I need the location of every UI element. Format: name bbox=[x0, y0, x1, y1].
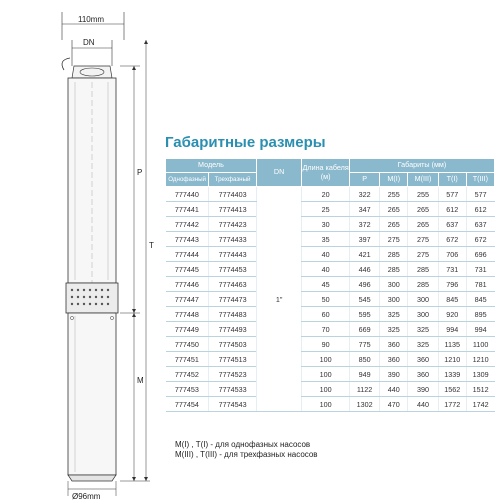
header-cable-length: Длина кабеля (м) bbox=[302, 159, 350, 187]
motor-base bbox=[68, 475, 116, 481]
header-m3: M(III) bbox=[408, 173, 438, 187]
cell-t3: 994 bbox=[466, 322, 494, 337]
table-row bbox=[166, 307, 495, 322]
header-m1: M(I) bbox=[380, 173, 408, 187]
table-body bbox=[166, 187, 495, 412]
cell-single: 777442 bbox=[166, 217, 209, 232]
width-label: 110mm bbox=[78, 15, 105, 24]
header-model: Модель bbox=[166, 159, 257, 173]
cell-p: 496 bbox=[349, 277, 379, 292]
cell-p: 372 bbox=[349, 217, 379, 232]
cell-p: 545 bbox=[349, 292, 379, 307]
cell-p: 1302 bbox=[349, 397, 379, 412]
table-row bbox=[166, 202, 495, 217]
cell-m1: 275 bbox=[380, 232, 408, 247]
cell-cable: 45 bbox=[302, 277, 350, 292]
intake-screen bbox=[66, 283, 118, 313]
cell-t3: 845 bbox=[466, 292, 494, 307]
cell-t3: 1309 bbox=[466, 367, 494, 382]
cell-m1: 285 bbox=[380, 247, 408, 262]
cell-cable: 25 bbox=[302, 202, 350, 217]
cell-cable: 40 bbox=[302, 247, 350, 262]
cell-three: 7774523 bbox=[209, 367, 257, 382]
cell-t1: 920 bbox=[438, 307, 466, 322]
cell-m1: 325 bbox=[380, 322, 408, 337]
table-row bbox=[166, 277, 495, 292]
cell-m1: 265 bbox=[380, 202, 408, 217]
table-row bbox=[166, 367, 495, 382]
table-row bbox=[166, 232, 495, 247]
t-label: T bbox=[149, 241, 154, 250]
cell-three: 7774473 bbox=[209, 292, 257, 307]
cell-m3: 265 bbox=[408, 202, 438, 217]
cell-p: 850 bbox=[349, 352, 379, 367]
cell-t1: 1210 bbox=[438, 352, 466, 367]
cell-m3: 300 bbox=[408, 292, 438, 307]
table-row bbox=[166, 262, 495, 277]
cell-t1: 994 bbox=[438, 322, 466, 337]
cell-m1: 440 bbox=[380, 382, 408, 397]
cell-three: 7774443 bbox=[209, 247, 257, 262]
cell-m1: 285 bbox=[380, 262, 408, 277]
pump-drawing bbox=[0, 0, 160, 500]
cell-single: 777445 bbox=[166, 262, 209, 277]
cell-cable: 50 bbox=[302, 292, 350, 307]
cell-three: 7774413 bbox=[209, 202, 257, 217]
header-t1: T(I) bbox=[438, 173, 466, 187]
header-dimensions: Габариты (мм) bbox=[349, 159, 494, 173]
cell-t3: 1210 bbox=[466, 352, 494, 367]
cell-t1: 1562 bbox=[438, 382, 466, 397]
cell-t3: 672 bbox=[466, 232, 494, 247]
cell-t3: 895 bbox=[466, 307, 494, 322]
cell-p: 1122 bbox=[349, 382, 379, 397]
cell-p: 595 bbox=[349, 307, 379, 322]
cell-cable: 100 bbox=[302, 397, 350, 412]
cell-t1: 1339 bbox=[438, 367, 466, 382]
cell-m1: 255 bbox=[380, 187, 408, 202]
cell-single: 777444 bbox=[166, 247, 209, 262]
cell-m3: 390 bbox=[408, 382, 438, 397]
table-row bbox=[166, 187, 495, 202]
header-single-phase: Однофазный bbox=[166, 173, 209, 187]
note-three-phase: M(III) , T(III) - для трехфазных насосов bbox=[175, 450, 318, 459]
cell-m3: 360 bbox=[408, 367, 438, 382]
cell-t3: 781 bbox=[466, 277, 494, 292]
cell-t3: 1742 bbox=[466, 397, 494, 412]
cell-three: 7774403 bbox=[209, 187, 257, 202]
cell-single: 777452 bbox=[166, 367, 209, 382]
table-row bbox=[166, 247, 495, 262]
legend-notes bbox=[175, 440, 318, 460]
cell-m3: 325 bbox=[408, 337, 438, 352]
p-label: P bbox=[137, 168, 143, 177]
dn-label: DN bbox=[83, 38, 95, 47]
cell-t1: 1772 bbox=[438, 397, 466, 412]
cell-m1: 300 bbox=[380, 292, 408, 307]
cell-single: 777448 bbox=[166, 307, 209, 322]
cell-m1: 300 bbox=[380, 277, 408, 292]
table-row bbox=[166, 352, 495, 367]
cell-m3: 325 bbox=[408, 322, 438, 337]
cell-m1: 360 bbox=[380, 352, 408, 367]
note-single-phase: M(I) , T(I) - для однофазных насосов bbox=[175, 440, 311, 449]
cell-single: 777453 bbox=[166, 382, 209, 397]
section-title: Габаритные размеры bbox=[165, 134, 326, 151]
cell-p: 949 bbox=[349, 367, 379, 382]
cell-p: 421 bbox=[349, 247, 379, 262]
cell-m1: 390 bbox=[380, 367, 408, 382]
table-row bbox=[166, 322, 495, 337]
cell-cable: 70 bbox=[302, 322, 350, 337]
cell-m1: 265 bbox=[380, 217, 408, 232]
cell-single: 777447 bbox=[166, 292, 209, 307]
cell-m1: 470 bbox=[380, 397, 408, 412]
cell-cable: 30 bbox=[302, 217, 350, 232]
header-three-phase: Трехфазный bbox=[209, 173, 257, 187]
cell-t3: 577 bbox=[466, 187, 494, 202]
cell-p: 446 bbox=[349, 262, 379, 277]
cell-m3: 360 bbox=[408, 352, 438, 367]
cell-m3: 285 bbox=[408, 277, 438, 292]
cell-t1: 845 bbox=[438, 292, 466, 307]
cell-single: 777449 bbox=[166, 322, 209, 337]
table-row bbox=[166, 337, 495, 352]
dimensions-table bbox=[165, 158, 495, 412]
cell-three: 7774483 bbox=[209, 307, 257, 322]
m-label: M bbox=[137, 376, 144, 385]
cell-three: 7774543 bbox=[209, 397, 257, 412]
table-row bbox=[166, 397, 495, 412]
diameter-label: Ø96mm bbox=[72, 492, 101, 500]
cell-t3: 1100 bbox=[466, 337, 494, 352]
cell-t1: 1135 bbox=[438, 337, 466, 352]
cell-cable: 60 bbox=[302, 307, 350, 322]
cell-p: 775 bbox=[349, 337, 379, 352]
cell-m3: 285 bbox=[408, 262, 438, 277]
cell-t1: 637 bbox=[438, 217, 466, 232]
cell-m3: 275 bbox=[408, 232, 438, 247]
cell-cable: 100 bbox=[302, 352, 350, 367]
cell-t3: 1512 bbox=[466, 382, 494, 397]
cell-dn: 1" bbox=[256, 187, 301, 412]
cell-cable: 35 bbox=[302, 232, 350, 247]
cell-t1: 796 bbox=[438, 277, 466, 292]
cell-m3: 300 bbox=[408, 307, 438, 322]
header-t3: T(III) bbox=[466, 173, 494, 187]
cable-loop bbox=[62, 58, 70, 70]
cell-cable: 90 bbox=[302, 337, 350, 352]
cell-three: 7774463 bbox=[209, 277, 257, 292]
cell-three: 7774423 bbox=[209, 217, 257, 232]
cell-single: 777440 bbox=[166, 187, 209, 202]
cell-three: 7774503 bbox=[209, 337, 257, 352]
cell-cable: 100 bbox=[302, 382, 350, 397]
cell-three: 7774433 bbox=[209, 232, 257, 247]
cell-p: 322 bbox=[349, 187, 379, 202]
cell-p: 669 bbox=[349, 322, 379, 337]
cell-t3: 637 bbox=[466, 217, 494, 232]
table-row bbox=[166, 292, 495, 307]
cell-p: 397 bbox=[349, 232, 379, 247]
cell-three: 7774513 bbox=[209, 352, 257, 367]
cell-m3: 275 bbox=[408, 247, 438, 262]
cell-cable: 20 bbox=[302, 187, 350, 202]
cell-single: 777451 bbox=[166, 352, 209, 367]
cell-t3: 731 bbox=[466, 262, 494, 277]
cell-t1: 577 bbox=[438, 187, 466, 202]
cell-m1: 360 bbox=[380, 337, 408, 352]
cell-single: 777443 bbox=[166, 232, 209, 247]
cell-t3: 696 bbox=[466, 247, 494, 262]
cell-t1: 706 bbox=[438, 247, 466, 262]
cell-three: 7774453 bbox=[209, 262, 257, 277]
cell-cable: 100 bbox=[302, 367, 350, 382]
cell-m3: 255 bbox=[408, 187, 438, 202]
cell-single: 777454 bbox=[166, 397, 209, 412]
table-row bbox=[166, 382, 495, 397]
cell-p: 347 bbox=[349, 202, 379, 217]
table-row bbox=[166, 217, 495, 232]
cell-single: 777441 bbox=[166, 202, 209, 217]
cell-single: 777450 bbox=[166, 337, 209, 352]
cell-m3: 265 bbox=[408, 217, 438, 232]
cell-t3: 612 bbox=[466, 202, 494, 217]
cell-cable: 40 bbox=[302, 262, 350, 277]
cell-three: 7774533 bbox=[209, 382, 257, 397]
cell-m3: 440 bbox=[408, 397, 438, 412]
header-dn: DN bbox=[256, 159, 301, 187]
cell-m1: 325 bbox=[380, 307, 408, 322]
cell-t1: 672 bbox=[438, 232, 466, 247]
cell-single: 777446 bbox=[166, 277, 209, 292]
cell-three: 7774493 bbox=[209, 322, 257, 337]
cell-t1: 612 bbox=[438, 202, 466, 217]
header-p: P bbox=[349, 173, 379, 187]
cell-t1: 731 bbox=[438, 262, 466, 277]
